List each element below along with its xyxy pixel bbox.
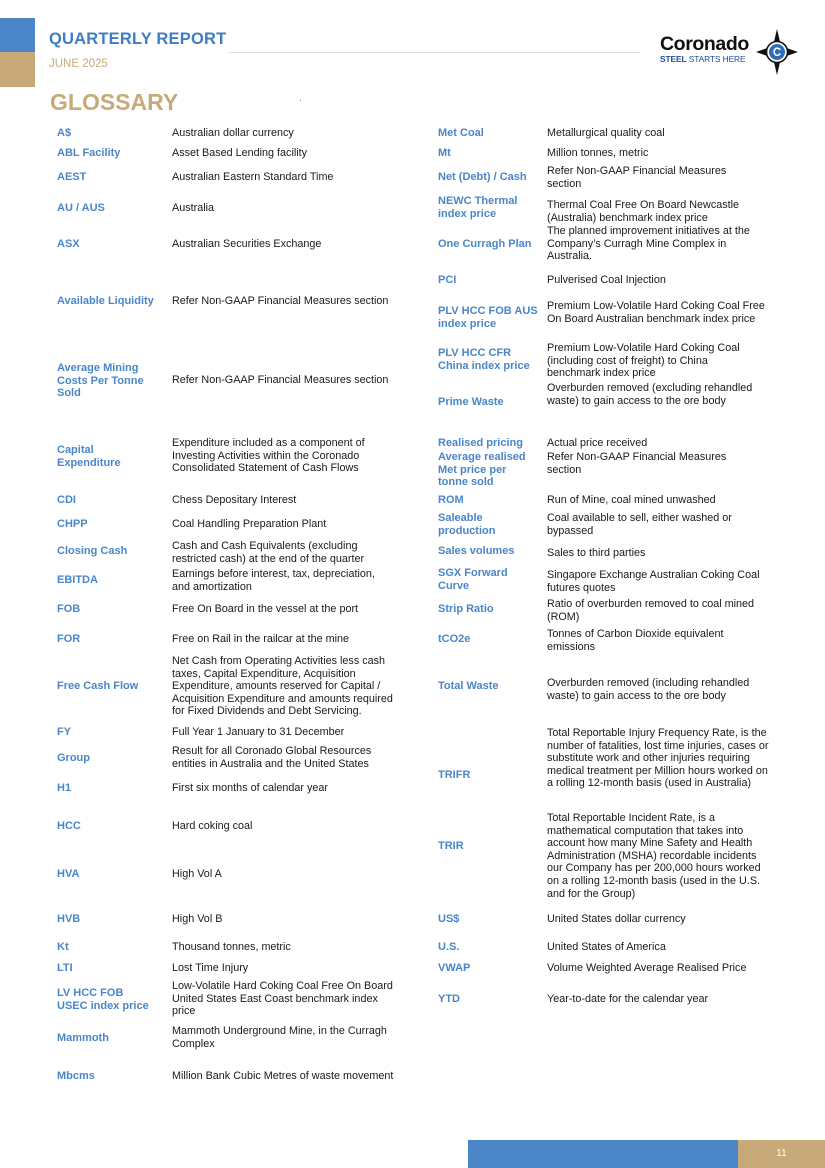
- glossary-definition: Cash and Cash Equivalents (excluding restricted cash) at the end of the quarter: [172, 540, 365, 565]
- glossary-definition: Total Reportable Injury Frequency Rate, is the number of fatalities, lost time injuries, cases or substitute work and other injuries requiring medical treatment per Million hours worked on a rolling 12-month basis (used in Australia): [547, 727, 769, 790]
- glossary-term: LTI: [57, 962, 73, 974]
- report-title: QUARTERLY REPORT: [49, 30, 227, 48]
- glossary-term: H1: [57, 782, 72, 794]
- logo-tagline: [660, 54, 746, 64]
- glossary-term: US$: [438, 913, 460, 925]
- glossary-term: CDI: [57, 494, 76, 506]
- glossary-definition: Metallurgical quality coal: [547, 127, 665, 139]
- glossary-definition: Thermal Coal Free On Board Newcastle (Australia) benchmark index price: [547, 199, 740, 224]
- header-divider: [228, 52, 640, 53]
- glossary-definition: United States of America: [547, 941, 666, 953]
- glossary-definition: United States dollar currency: [547, 913, 686, 925]
- glossary-definition: Tonnes of Carbon Dioxide equivalent emissions: [547, 628, 724, 653]
- glossary-definition: Total Reportable Incident Rate, is a mathematical computation that takes into account how many Mine Safety and Health Administration (MSHA) recordable incidents our Company has per 200,000 hours worked on a rolling 12-month basis (used in the U.S. and for the Group): [547, 812, 761, 900]
- glossary-definition: The planned improvement initiatives at the Company’s Curragh Mine Complex in Australia.: [547, 225, 750, 263]
- glossary-term: TRIFR: [438, 769, 471, 781]
- glossary-term: Available Liquidity: [57, 295, 154, 307]
- glossary-term: Total Waste: [438, 680, 499, 692]
- glossary-term: PLV HCC CFR China index price: [438, 347, 530, 372]
- glossary-definition: Refer Non-GAAP Financial Measures section: [547, 165, 727, 190]
- glossary-term: Strip Ratio: [438, 603, 494, 615]
- glossary-term: Closing Cash: [57, 545, 128, 557]
- glossary-term: tCO2e: [438, 633, 471, 645]
- glossary-definition: Net Cash from Operating Activities less cash taxes, Capital Expenditure, Acquisition Expenditure, amounts reserved for Capital / Acquisition Expenditure and amounts required for Fixed Dividends and Debt Servicing.: [172, 655, 393, 718]
- glossary-term: Mammoth: [57, 1032, 109, 1044]
- glossary-term: FY: [57, 726, 72, 738]
- glossary-definition: Lost Time Injury: [172, 962, 249, 974]
- glossary-term: Group: [57, 752, 90, 764]
- glossary-definition: High Vol B: [172, 913, 223, 925]
- glossary-definition: Refer Non-GAAP Financial Measures section: [172, 374, 389, 386]
- glossary-heading: GLOSSARY: [50, 89, 179, 115]
- glossary-definition: Million tonnes, metric: [547, 147, 649, 159]
- glossary-term: Average realised Met price per tonne sold: [438, 451, 526, 488]
- glossary-term: NEWC Thermal index price: [438, 195, 518, 220]
- compass-star-icon: [755, 28, 799, 76]
- glossary-definition: Sales to third parties: [547, 547, 646, 559]
- page-number: 11: [776, 1148, 787, 1159]
- glossary-definition: Thousand tonnes, metric: [172, 941, 291, 953]
- logo-tagline-rest: STARTS HERE: [686, 54, 746, 64]
- glossary-definition: Australian Eastern Standard Time: [172, 171, 334, 183]
- glossary-term: EBITDA: [57, 574, 98, 586]
- glossary-term: ABL Facility: [57, 147, 121, 159]
- glossary-term: HVB: [57, 913, 81, 925]
- glossary-term: YTD: [438, 993, 460, 1005]
- glossary-term: Met Coal: [438, 127, 484, 139]
- glossary-definition: High Vol A: [172, 868, 222, 880]
- glossary-term: HCC: [57, 820, 81, 832]
- glossary-definition: Free On Board in the vessel at the port: [172, 603, 359, 615]
- glossary-term: ROM: [438, 494, 464, 506]
- coronado-logo: [652, 28, 797, 78]
- glossary-term: PCI: [438, 274, 457, 286]
- glossary-definition: Free on Rail in the railcar at the mine: [172, 633, 350, 645]
- glossary-definition: Expenditure included as a component of Investing Activities within the Coronado Consolidated Statement of Cash Flows: [172, 437, 365, 475]
- glossary-term: Net (Debt) / Cash: [438, 171, 527, 183]
- glossary-definition: Singapore Exchange Australian Coking Coal futures quotes: [547, 569, 760, 594]
- glossary-definition: Overburden removed (including rehandled waste) to gain access to the ore body: [547, 677, 750, 702]
- glossary-term: U.S.: [438, 941, 460, 953]
- glossary-term: CHPP: [57, 518, 88, 530]
- stray-dot: [300, 100, 301, 101]
- glossary-term: FOB: [57, 603, 81, 615]
- glossary-term: A$: [57, 127, 72, 139]
- glossary-definition: Actual price received: [547, 437, 648, 449]
- glossary-term: Mt: [438, 147, 451, 159]
- logo-initial: C: [772, 47, 782, 60]
- glossary-definition: Full Year 1 January to 31 December: [172, 726, 345, 738]
- glossary-term: Average Mining Costs Per Tonne Sold: [57, 362, 144, 399]
- glossary-term: FOR: [57, 633, 81, 645]
- glossary-term: SGX Forward Curve: [438, 567, 508, 592]
- glossary-term: Saleable production: [438, 512, 496, 537]
- glossary-definition: Year-to-date for the calendar year: [547, 993, 709, 1005]
- glossary-term: Capital Expenditure: [57, 444, 121, 469]
- glossary-definition: Australian Securities Exchange: [172, 238, 322, 250]
- glossary-term: VWAP: [438, 962, 471, 974]
- glossary-term: PLV HCC FOB AUS index price: [438, 305, 538, 330]
- glossary-term: Mbcms: [57, 1070, 95, 1082]
- glossary-definition: Hard coking coal: [172, 820, 253, 832]
- glossary-definition: Low-Volatile Hard Coking Coal Free On Board United States East Coast benchmark index price: [172, 980, 393, 1018]
- glossary-definition: Earnings before interest, tax, depreciation, and amortization: [172, 568, 375, 593]
- header-accent-gold: [0, 52, 35, 87]
- glossary-definition: First six months of calendar year: [172, 782, 329, 794]
- glossary-definition: Run of Mine, coal mined unwashed: [547, 494, 716, 506]
- footer-accent-blue: [468, 1140, 738, 1168]
- glossary-definition: Mammoth Underground Mine, in the Curragh Complex: [172, 1025, 387, 1050]
- glossary-definition: Refer Non-GAAP Financial Measures section: [172, 295, 389, 307]
- glossary-definition: Coal available to sell, either washed or bypassed: [547, 512, 732, 537]
- glossary-definition: Refer Non-GAAP Financial Measures section: [547, 451, 727, 476]
- logo-wordmark: Coronado: [660, 33, 749, 55]
- glossary-term: Realised pricing: [438, 437, 523, 449]
- header-accent-blue: [0, 18, 35, 52]
- glossary-definition: Volume Weighted Average Realised Price: [547, 962, 747, 974]
- glossary-term: TRIR: [438, 840, 464, 852]
- glossary-definition: Premium Low-Volatile Hard Coking Coal (including cost of freight) to China benchmark index price: [547, 342, 740, 380]
- glossary-definition: Result for all Coronado Global Resources entities in Australia and the United States: [172, 745, 372, 770]
- glossary-term: Prime Waste: [438, 396, 504, 408]
- glossary-term: AU / AUS: [57, 202, 105, 214]
- glossary-definition: Australian dollar currency: [172, 127, 294, 139]
- glossary-definition: Premium Low-Volatile Hard Coking Coal Free On Board Australian benchmark index price: [547, 300, 765, 325]
- glossary-definition: Pulverised Coal Injection: [547, 274, 666, 286]
- glossary-definition: Australia: [172, 202, 215, 214]
- glossary-term: LV HCC FOB USEC index price: [57, 987, 149, 1012]
- glossary-term: AEST: [57, 171, 87, 183]
- glossary-term: Free Cash Flow: [57, 680, 139, 692]
- glossary-term: HVA: [57, 868, 80, 880]
- logo-tagline-bold: STEEL: [660, 54, 687, 64]
- glossary-definition: Ratio of overburden removed to coal mined (ROM): [547, 598, 755, 623]
- glossary-term: Kt: [57, 941, 69, 953]
- glossary-definition: Coal Handling Preparation Plant: [172, 518, 327, 530]
- glossary-term: One Curragh Plan: [438, 238, 532, 250]
- glossary-definition: Asset Based Lending facility: [172, 147, 308, 159]
- glossary-definition: Chess Depositary Interest: [172, 494, 297, 506]
- glossary-term: Sales volumes: [438, 545, 515, 557]
- glossary-definition: Overburden removed (excluding rehandled waste) to gain access to the ore body: [547, 382, 753, 407]
- report-date: JUNE 2025: [49, 58, 108, 70]
- glossary-definition: Million Bank Cubic Metres of waste movement: [172, 1070, 394, 1082]
- glossary-term: ASX: [57, 238, 80, 250]
